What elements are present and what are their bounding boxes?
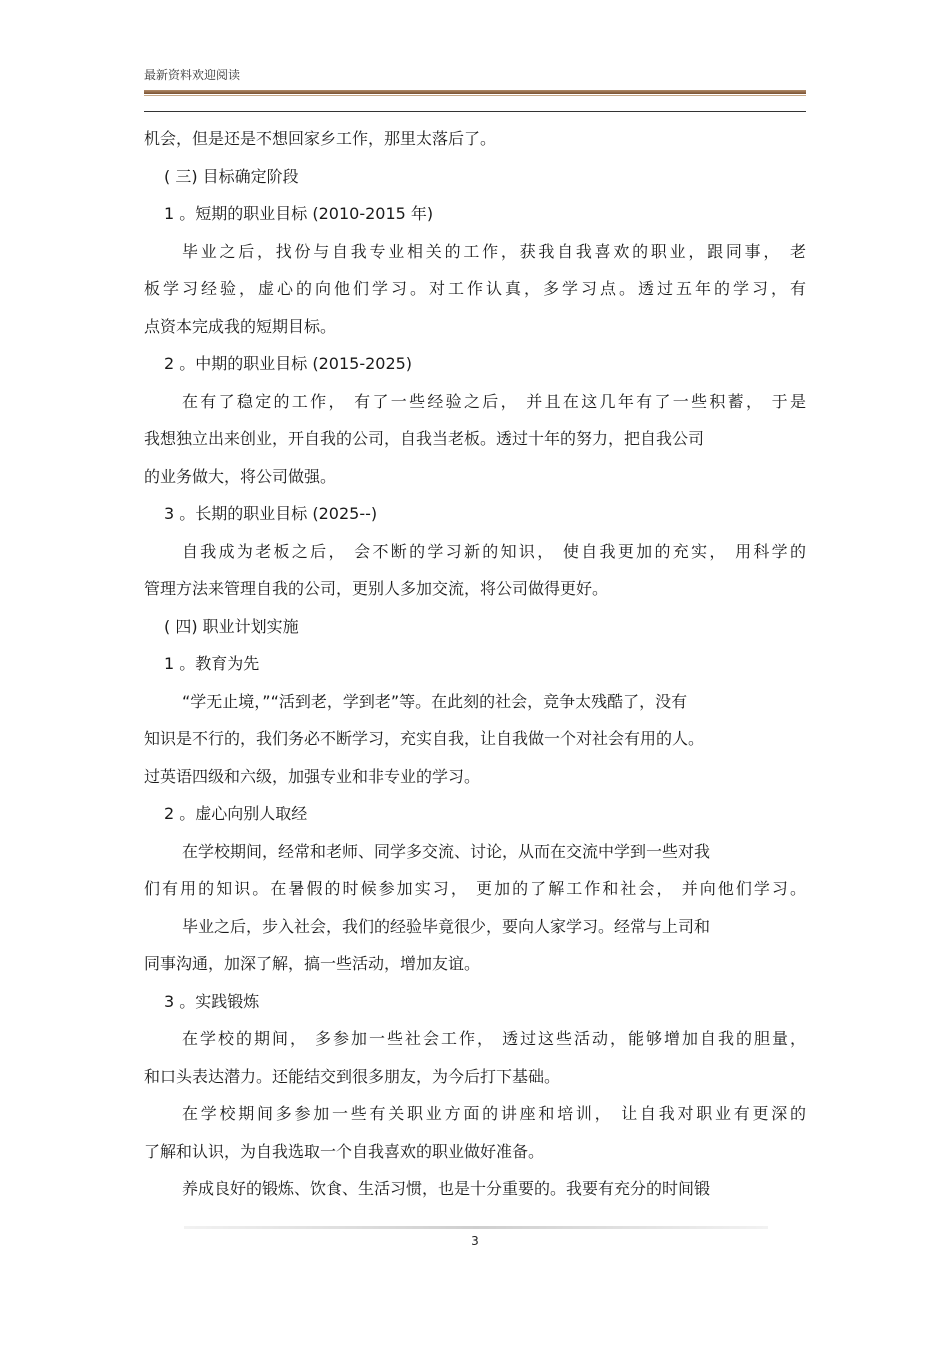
subsection-heading: 1 。短期的职业目标 (2010-2015 年) (164, 204, 434, 223)
paragraph-line: 板学习经验，虚心的向他们学习。对工作认真，多学习点。透过五年的学习，有 (144, 279, 806, 298)
subsection-heading: 2 。虚心向别人取经 (164, 804, 308, 823)
paragraph-line: 毕业之后，找份与自我专业相关的工作，获我自我喜欢的职业，跟同事， 老 (182, 241, 806, 261)
paragraph-line: 了解和认识，为自我选取一个自我喜欢的职业做好准备。 (144, 1141, 545, 1161)
paragraph-line: 和口头表达潜力。还能结交到很多朋友，为今后打下基础。 (144, 1066, 561, 1086)
paragraph-line: 知识是不行的，我们务必不断学习，充实自我，让自我做一个对社会有用的人。 (144, 729, 705, 748)
footer-rule (184, 1226, 768, 1229)
paragraph-line: 点资本完成我的短期目标。 (144, 316, 337, 336)
header-text: 最新资料欢迎阅读 (144, 68, 241, 82)
paragraph-line: 毕业之后，步入社会，我们的经验毕竟很少，要向人家学习。经常与上司和 (182, 916, 711, 936)
paragraph-line: 机会，但是还是不想回家乡工作，那里太落后了。 (144, 129, 497, 148)
subsection-heading: 2 。中期的职业目标 (2015-2025) (164, 354, 413, 373)
subsection-heading: 3 。实践锻炼 (164, 991, 260, 1011)
paragraph-line: “学无止境，”“活到老，学到老”等。在此刻的社会，竞争太残酷了，没有 (182, 691, 688, 711)
subsection-heading: 1 。教育为先 (164, 654, 260, 673)
section-heading: ( 四) 职业计划实施 (164, 616, 299, 636)
paragraph-line: 管理方法来管理自我的公司，更别人多加交流，将公司做得更好。 (144, 579, 609, 598)
page-number: 3 (471, 1234, 479, 1248)
paragraph-line: 我想独立出来创业，开自我的公司，自我当老板。透过十年的努力，把自我公司 (144, 429, 705, 448)
document-body (144, 120, 806, 1208)
paragraph-line: 在学校期间，经常和老师、同学多交流、讨论，从而在交流中学到一些对我 (182, 841, 711, 861)
header-rule-thin (144, 95, 806, 96)
paragraph-line: 同事沟通，加深了解，搞一些活动，增加友谊。 (144, 954, 481, 973)
header-rule-black (144, 111, 806, 112)
paragraph-line: 们有用的知识。在暑假的时候参加实习， 更加的了解工作和社会， 并向他们学习。 (144, 879, 806, 898)
paragraph-line: 过英语四级和六级，加强专业和非专业的学习。 (144, 766, 481, 786)
section-heading: ( 三) 目标确定阶段 (164, 166, 299, 186)
paragraph-line: 的业务做大，将公司做强。 (144, 466, 337, 486)
paragraph-line: 自我成为老板之后， 会不断的学习新的知识， 使自我更加的充实， 用科学的 (182, 541, 806, 561)
subsection-heading: 3 。长期的职业目标 (2025--) (164, 504, 378, 523)
paragraph-line: 在学校期间多参加一些有关职业方面的讲座和培训， 让自我对职业有更深的 (182, 1104, 806, 1123)
paragraph-line: 在有了稳定的工作， 有了一些经验之后， 并且在这几年有了一些积蓄， 于是 (182, 391, 806, 411)
header-rule-brown (144, 90, 806, 94)
paragraph-line: 在学校的期间， 多参加一些社会工作， 透过这些活动，能够增加自我的胆量， (182, 1029, 806, 1048)
paragraph-line: 养成良好的锻炼、饮食、生活习惯，也是十分重要的。我要有充分的时间锻 (182, 1179, 711, 1198)
